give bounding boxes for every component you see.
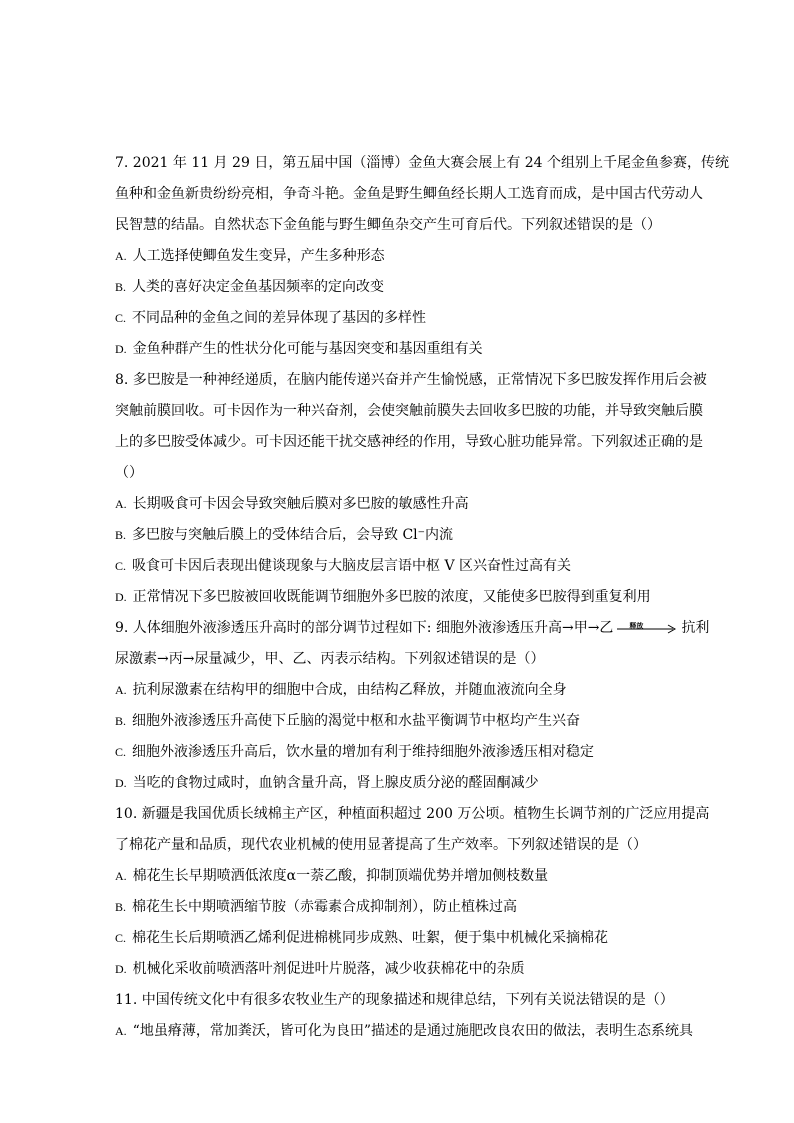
option-text: 细胞外液渗透压升高使下丘脑的渴觉中枢和水盐平衡调节中枢均产生兴奋 <box>132 713 581 729</box>
option-a <box>115 489 703 520</box>
option-letter: C. <box>115 311 127 325</box>
option-text: 人工选择使鲫鱼发生变异，产生多种形态 <box>132 248 385 264</box>
labeled-arrow <box>615 621 679 635</box>
option-text: 抗利尿激素在结构甲的细胞中合成，由结构乙释放，并随血液流向全身 <box>132 682 567 698</box>
option-text: 金鱼种群产生的性状分化可能与基因突变和基因重组有关 <box>132 341 483 357</box>
question-stem-line: 鱼种和金鱼新贵纷纷亮相，争奇斗艳。金鱼是野生鲫鱼经长期人工选育而成，是中国古代劳动人 <box>115 186 703 202</box>
question-stem-line: 11. 中国传统文化中有很多农牧业生产的现象描述和规律总结，下列有关说法错误的是（） <box>115 992 674 1008</box>
option-b <box>115 520 703 551</box>
question-7 <box>115 148 730 365</box>
option-letter: A. <box>115 683 127 697</box>
right-arrow-icon <box>615 621 679 635</box>
question-stem-line: 上的多巴胺受体减少。可卡因还能干扰交感神经的作用，导致心脏功能异常。下列叙述正确的是 <box>115 434 703 450</box>
option-a <box>115 241 703 272</box>
option-letter: D. <box>115 962 127 976</box>
option-text: 棉花生长中期喷洒缩节胺（赤霉素合成抑制剂），防止植株过高 <box>132 899 518 915</box>
option-a <box>115 675 703 706</box>
option-d <box>115 334 703 365</box>
option-c <box>115 923 703 954</box>
arrow-label: 释放 <box>629 622 644 630</box>
option-text: 棉花生长后期喷洒乙烯利促进棉桃同步成熟、吐絮，便于集中机械化采摘棉花 <box>132 930 609 946</box>
option-b <box>115 892 703 923</box>
question-stem-line: 10. 新疆是我国优质长绒棉主产区，种植面积超过 200 万公顷。植物生长调节剂的广泛应用提高 <box>115 806 710 822</box>
question-stem-line <box>115 613 710 644</box>
option-text: 棉花生长早期喷洒低浓度α一萘乙酸，抑制顶端优势并增加侧枝数量 <box>132 868 549 884</box>
option-letter: B. <box>115 900 127 914</box>
option-text: 多巴胺与突触后膜上的受体结合后，会导致 Cl⁻内流 <box>132 527 454 543</box>
stem-text: 9. 人体细胞外液渗透压升高时的部分调节过程如下: 细胞外液渗透压升高→甲→乙 <box>115 620 614 636</box>
option-b <box>115 272 703 303</box>
option-letter: C. <box>115 931 127 945</box>
option-letter: B. <box>115 280 127 294</box>
question-stem-line: 民智慧的结晶。自然状态下金鱼能与野生鲫鱼杂交产生可育后代。下列叙述错误的是（） <box>115 217 661 233</box>
option-text: 机械化采收前喷洒落叶剂促进叶片脱落，减少收获棉花中的杂质 <box>132 961 525 977</box>
option-letter: C. <box>115 559 127 573</box>
option-letter: A. <box>115 869 127 883</box>
option-letter: C. <box>115 745 127 759</box>
option-text: 吸食可卡因后表现出健谈现象与大脑皮层言语中枢 V 区兴奋性过高有关 <box>132 558 572 574</box>
option-text: 当吃的食物过咸时，血钠含量升高，肾上腺皮质分泌的醛固酮减少 <box>132 775 539 791</box>
option-d <box>115 768 703 799</box>
option-text: 细胞外液渗透压升高后，饮水量的增加有利于维持细胞外液渗透压相对稳定 <box>132 744 595 760</box>
question-8 <box>115 365 707 613</box>
option-letter: D. <box>115 776 127 790</box>
option-letter: A. <box>115 249 127 263</box>
question-stem-line: 突触前膜回收。可卡因作为一种兴奋剂，会使突触前膜失去回收多巴胺的功能，并导致突触后膜 <box>115 403 703 419</box>
option-text: “地虽瘠薄，常加粪沃，皆可化为良田”描述的是通过施肥改良农田的做法，表明生态系统具 <box>132 1023 693 1039</box>
question-11 <box>115 985 703 1047</box>
option-text: 长期吸食可卡因会导致突触后膜对多巴胺的敏感性升高 <box>132 496 469 512</box>
question-stem-line: 了棉花产量和品质，现代农业机械的使用显著提高了生产效率。下列叙述错误的是（） <box>115 837 647 853</box>
question-stem-line: 8. 多巴胺是一种神经递质，在脑内能传递兴奋并产生愉悦感，正常情况下多巴胺发挥作用后会被 <box>115 372 707 388</box>
option-letter: B. <box>115 528 127 542</box>
option-c <box>115 551 703 582</box>
option-c <box>115 737 703 768</box>
option-letter: B. <box>115 714 127 728</box>
question-10 <box>115 799 710 985</box>
option-b <box>115 706 703 737</box>
option-text: 人类的喜好决定金鱼基因频率的定向改变 <box>132 279 385 295</box>
option-a <box>115 1016 703 1047</box>
option-a <box>115 861 703 892</box>
option-d <box>115 582 703 613</box>
question-list <box>115 148 730 1047</box>
question-9 <box>115 613 710 799</box>
option-d <box>115 954 703 985</box>
option-letter: A. <box>115 1024 127 1038</box>
option-text: 不同品种的金鱼之间的差异体现了基因的多样性 <box>132 310 427 326</box>
option-text: 正常情况下多巴胺被回收既能调节细胞外多巴胺的浓度，又能使多巴胺得到重复利用 <box>132 589 651 605</box>
stem-text: 抗利 <box>681 620 710 636</box>
question-stem-line: 尿激素→丙→尿量减少，甲、乙、丙表示结构。下列叙述错误的是（） <box>115 651 545 667</box>
question-stem-line: 7. 2021 年 11 月 29 日，第五届中国（淄博）金鱼大赛会展上有 24 个组别上千尾金鱼参赛，传统 <box>115 155 730 171</box>
question-stem-line: （） <box>115 465 143 481</box>
option-c <box>115 303 703 334</box>
option-letter: D. <box>115 590 127 604</box>
option-letter: A. <box>115 497 127 511</box>
option-letter: D. <box>115 342 127 356</box>
